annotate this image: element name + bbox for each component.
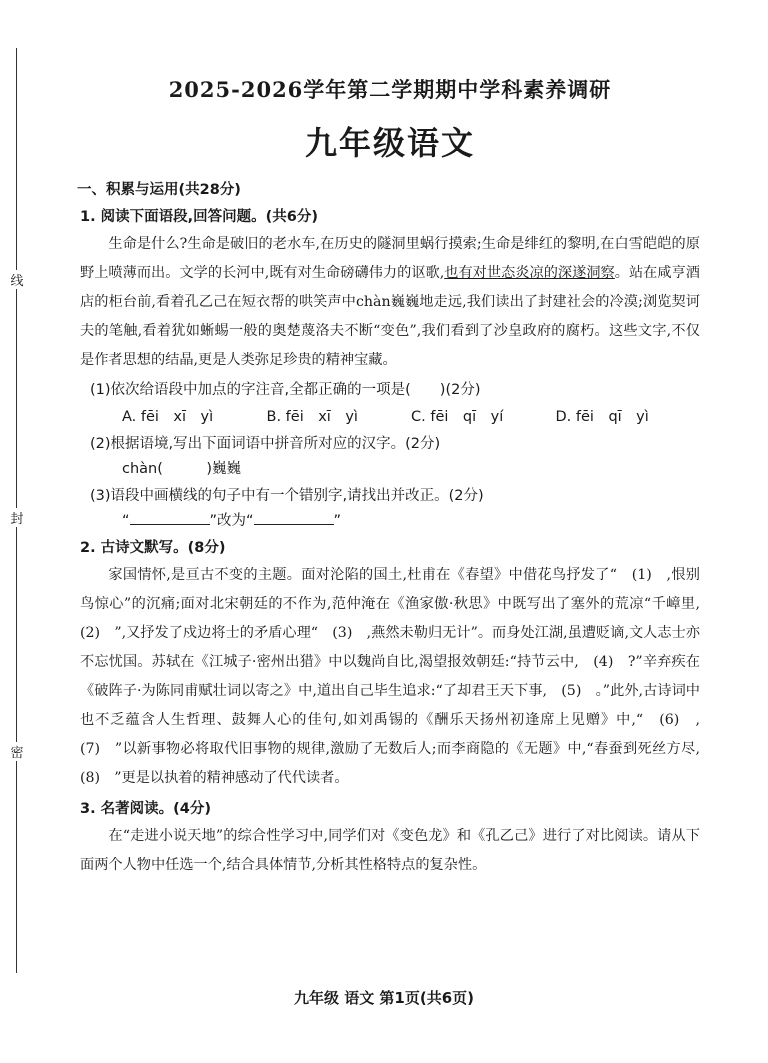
question-3-passage: 在“走进小说天地”的综合性学习中,同学们对《变色龙》和《孔乙己》进行了对比阅读。请从下面两个人物中任选一个,结合具体情节,分析其性格特点的复杂性。 xyxy=(80,828,700,873)
page-footer: 九年级 语文 第1页(共6页) xyxy=(293,989,475,1007)
sub-question-2-answer[interactable]: chàn( )巍巍 xyxy=(122,461,242,477)
margin-label-line: 线 xyxy=(8,270,26,289)
sub-question-1: (1)依次给语段中加点的字注音,全都正确的一项是( )(2分) xyxy=(90,382,481,398)
exam-page xyxy=(77,74,715,880)
sub-question-3: (3)语段中画横线的句子中有一个错别字,请找出并改正。(2分) xyxy=(90,488,484,504)
change-to-text: ”改为“ xyxy=(209,513,254,529)
question-2-passage: 家国情怀,是亘古不变的主题。面对沦陷的国土,杜甫在《春望》中借花鸟抒发了“ (1) ,恨别鸟惊心”的沉痛;面对北宋朝廷的不作为,范仲淹在《渔家傲·秋思》中既写出了塞外的荒凉“千嶂里, (2) ”,又抒发了戍边将士的矛盾心理“ (3) ,燕然未勒归无计”。而身处江湖,虽遭贬谪,文人志士亦不忘忧国。苏轼在《江城子·密州出猎》中以魏尚自比,渴望报效朝廷:“持节云中, (4) ?”辛弃疾在《破阵子·为陈同甫赋壮词以寄之》中,道出自己毕生追求:“了却君王天下事, (5) 。”此外,古诗词中也不乏蕴含人生哲理、鼓舞人心的佳句,如刘禹锡的《酬乐天扬州初逢席上见赠》中,“ (6) , (7) ”以新事物必将取代旧事物的规律,激励了无数后人;而李商隐的《无题》中,“春蚕到死丝方尽, (8) ”更是以执着的精神感动了代代读者。 xyxy=(80,567,715,786)
sub-question-2: (2)根据语境,写出下面词语中拼音所对应的汉字。(2分) xyxy=(90,436,441,452)
option-b[interactable]: B. fēi xī yì xyxy=(266,409,358,425)
answer-blank-wrong[interactable] xyxy=(130,510,210,525)
passage-text-a: 生命是什么?生命是破旧的老水车,在历史的隧洞里蜗行摸索;生命是绯红的黎明,在白雪皑皑的原野上喷薄而出。文学的长河中,既有对生命磅礴伟力的讴歌, xyxy=(80,236,700,281)
question-1-passage xyxy=(80,230,700,375)
question-1-title: 1. 阅读下面语段,回答问题。(共6分) xyxy=(80,209,318,225)
option-c[interactable]: C. fēi qī yí xyxy=(411,409,504,425)
answer-blank-correct[interactable] xyxy=(254,510,334,525)
question-2-title: 2. 古诗文默写。(8分) xyxy=(80,540,226,556)
passage-text-b: 。站在咸亨酒店的柜台前,看着孔乙己在短衣帮的哄笑声中chàn巍巍地走远,我们读出了封建社会的冷漠;浏览契诃夫的笔触,看着犹如蜥蜴一般的奥楚蔑洛夫不断“变色”,我们看到了沙皇政府的腐朽。这些文字,不仅是作者思想的结晶,更是人类弥足珍贵的精神宝藏。 xyxy=(80,265,700,368)
sub-question-3-answer[interactable]: “ ”改为“ ” xyxy=(122,509,700,530)
exam-title: 2025-2026学年第二学期期中学科素养调研 xyxy=(168,77,612,102)
option-a[interactable]: A. fēi xī yì xyxy=(122,409,214,425)
section-heading: 一、积累与运用(共28分) xyxy=(77,182,241,198)
underlined-sentence: 也有对世态炎凉的深遂洞察 xyxy=(444,265,615,281)
margin-label-seal: 封 xyxy=(8,508,26,527)
options-row xyxy=(122,405,700,426)
subject-title: 九年级语文 xyxy=(304,124,475,162)
option-d[interactable]: D. fēi qī yì xyxy=(555,409,649,425)
margin-label-secret: 密 xyxy=(8,742,26,761)
question-3-title: 3. 名著阅读。(4分) xyxy=(80,801,211,817)
